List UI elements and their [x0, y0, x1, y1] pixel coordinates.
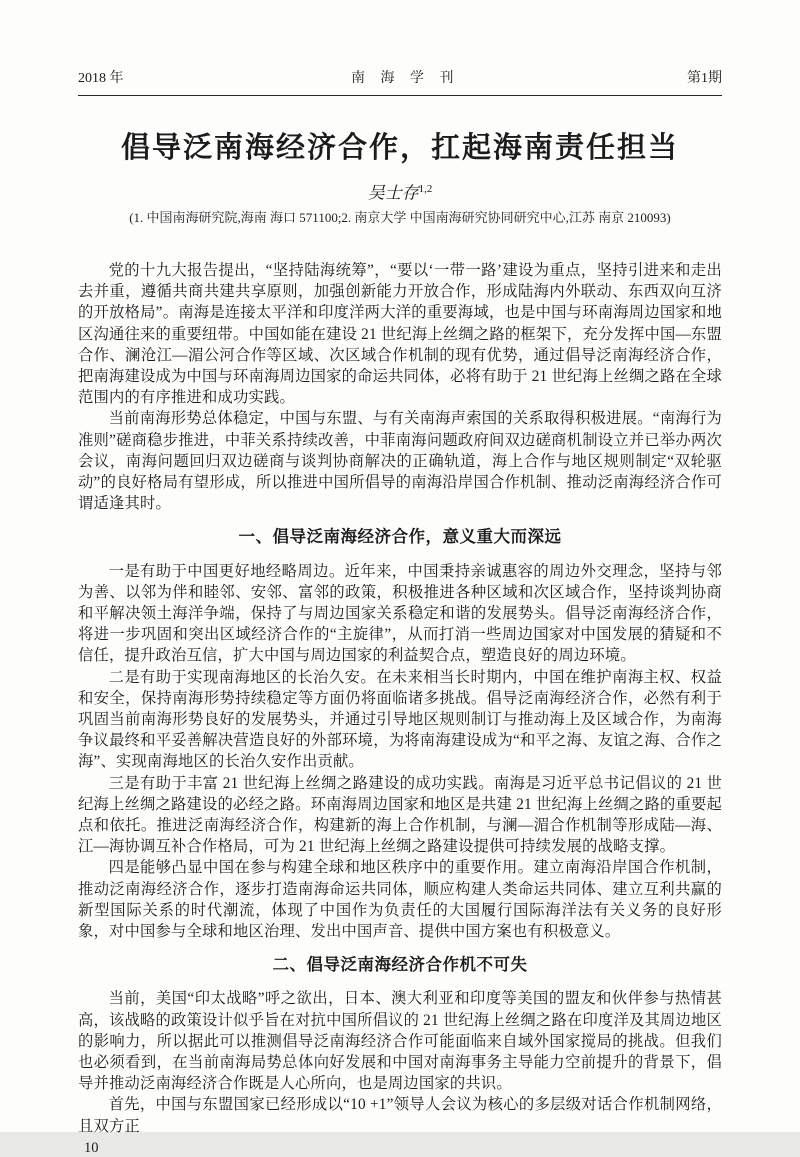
affiliation-line: (1. 中国南海研究院,海南 海口 571100;2. 南京大学 中国南海研究协同研究中心,江苏 南京 210093) — [129, 210, 671, 226]
header-issue: 第1期 — [687, 71, 722, 86]
paragraph-point-1: 一是有助于中国更好地经略周边。近年来，中国秉持亲诚惠容的周边外交理念，坚持与邻为善、以邻为伴和睦邻、安邻、富邻的政策，积极推进各种区域和次区域合作，坚持谈判协商和平解决领土海洋争端，保持了与周边国家关系稳定和谐的发展势头。倡导泛南海经济合作，将进一步巩固和突出区域经济合作的“主旋律”，从而打消一些周边国家对中国发展的猜疑和不信任，提升政治互信，扩大中国与周边国家的利益契合点，塑造良好的周边环境。 — [78, 562, 722, 665]
paragraph-intro-2: 当前南海形势总体稳定，中国与东盟、与有关南海声索国的关系取得积极进展。“南海行为准则”磋商稳步推进，中菲关系持续改善，中菲南海问题政府间双边磋商机制设立并已举办两次会议，南海问题回归双边磋商与谈判协商解决的正确轨道，海上合作与地区规则制定“双轮驱动”的良好格局有望形成，所以推进中国所倡导的南海沿岸国合作机制、推动泛南海经济合作可谓适逢其时。 — [78, 410, 722, 513]
paragraph-point-2: 二是有助于实现南海地区的长治久安。在未来相当长时期内，中国在维护南海主权、权益和安全，保持南海形势持续稳定等方面仍将面临诸多挑战。倡导泛南海经济合作，必然有利于巩固当前南海形势良好的发展势头，并通过引导地区规则制订与推动海上及区域合作，为南海争议最终和平妥善解决营造良好的外部环境，为将南海建设成为“和平之海、友谊之海、合作之海”、实现南海地区的长治久安作出贡献。 — [78, 668, 722, 771]
author-line — [78, 182, 722, 205]
paragraph-point-4: 四是能够凸显中国在参与构建全球和地区秩序中的重要作用。建立南海沿岸国合作机制，推动泛南海经济合作，逐步打造南海命运共同体，顺应构建人类命运共同体、建立互利共赢的新型国际关系的时代潮流，体现了中国作为负责任的大国履行国际海洋法有关义务的良好形象，对中国参与全球和地区治理、发出中国声音、提供中国方案也有积极意义。 — [78, 859, 722, 941]
header-year: 2018 年 — [78, 71, 124, 86]
page-number: 10 — [84, 1139, 99, 1156]
author-affiliation-marker: 1,2 — [418, 182, 433, 195]
paragraph-section2-2: 首先，中国与东盟国家已经形成以“10 +1”领导人会议为核心的多层级对话合作机制网络，且双方正 — [78, 1096, 722, 1135]
section-heading-1: 一、倡导泛南海经济合作，意义重大而深远 — [238, 528, 562, 547]
header-journal-name: 南 海 学 刊 — [351, 71, 460, 86]
article-body — [78, 260, 722, 1137]
paragraph-section2-1: 当前，美国“印太战略”呼之欲出，日本、澳大利亚和印度等美国的盟友和伙伴参与热情甚高，该战略的政策设计似乎旨在对抗中国所倡议的 21 世纪海上丝绸之路在印度洋及其周边地区的影响力，所以据此可以推测倡导泛南海经济合作可能面临来自域外国家搅局的挑战。但我们也必须看到，在当前南海局势总体向好发展和中国对南海事务主导能力空前提升的背景下，倡导并推动泛南海经济合作既是人心所向，也是周边国家的共识。 — [78, 990, 722, 1093]
paragraph-intro-1: 党的十九大报告提出，“坚持陆海统筹”，“要以‘一带一路’建设为重点，坚持引进来和走出去并重，遵循共商共建共享原则，加强创新能力开放合作，形成陆海内外联动、东西双向互济的开放格局”。南海是连接太平洋和印度洋两大洋的重要海域，也是中国与环南海周边国家和地区沟通往来的重要纽带。中国如能在建设 21 世纪海上丝绸之路的框架下，充分发挥中国—东盟合作、澜沧江—湄公河合作等区域、次区域合作机制的现有优势，通过倡导泛南海经济合作，把南海建设成为中国与环南海周边国家的命运共同体，必将有助于 21 世纪海上丝绸之路在全球范围内的有序推进和成功实践。 — [78, 261, 722, 407]
author-name: 吴士存 — [367, 183, 419, 203]
header-rule — [78, 95, 722, 96]
running-head — [78, 0, 722, 88]
article-title: 倡导泛南海经济合作，扛起海南责任担当 — [120, 132, 679, 164]
section-heading-2: 二、倡导泛南海经济合作机不可失 — [272, 956, 528, 975]
paragraph-point-3: 三是有助于丰富 21 世纪海上丝绸之路建设的成功实践。南海是习近平总书记倡议的 21 世纪海上丝绸之路建设的必经之路。环南海周边国家和地区是共建 21 世纪海上丝绸之路的重要起点和依托。推进泛南海经济合作，构建新的海上合作机制，与澜—湄合作机制等形成陆—海、江—海协调互补合作格局，可为 21 世纪海上丝绸之路建设提供可持续发展的战略支撑。 — [78, 774, 722, 856]
